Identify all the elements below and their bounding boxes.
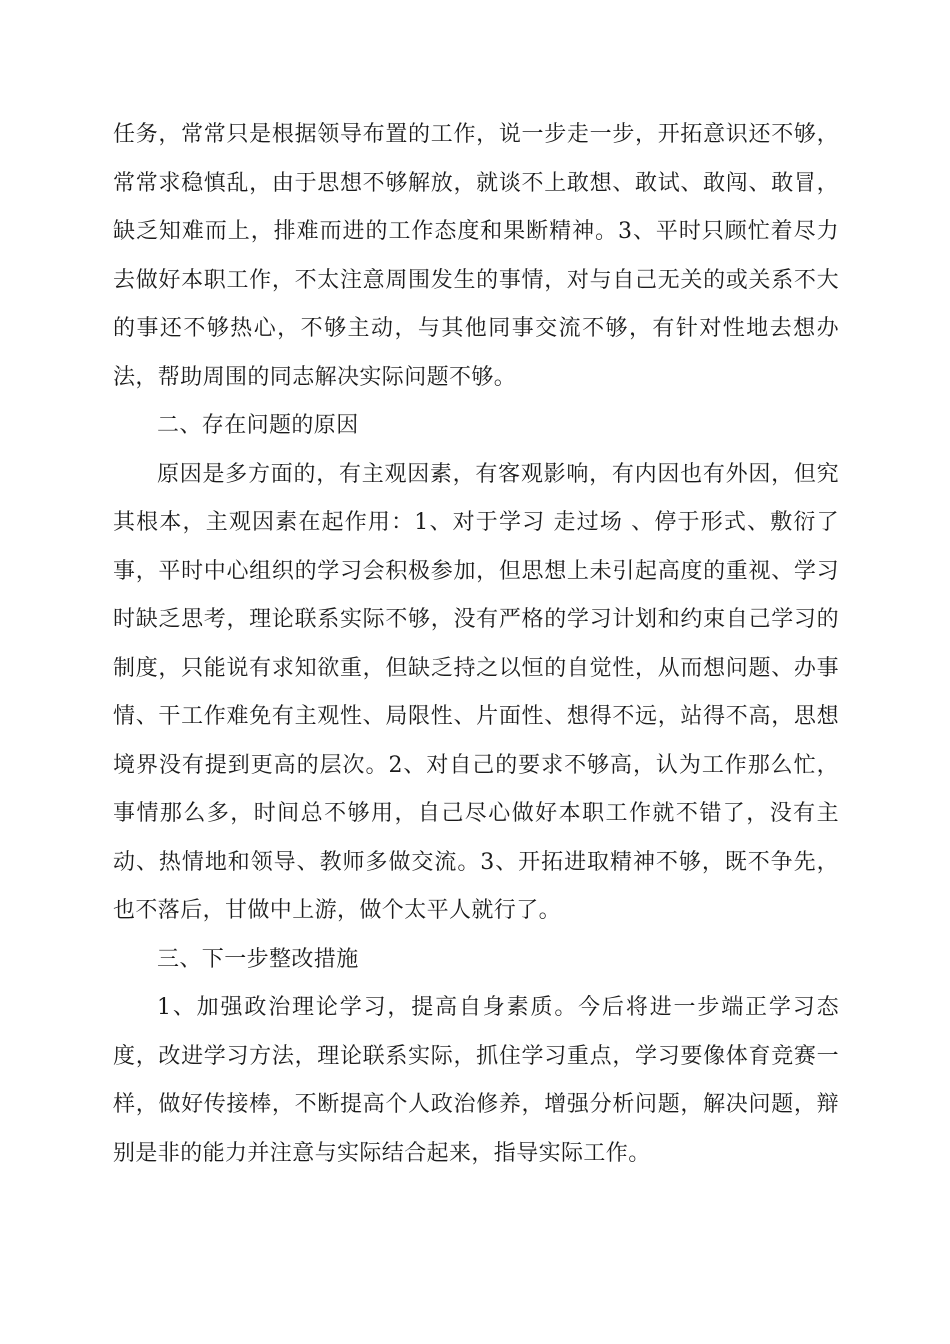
- document-body: [113, 111, 839, 1178]
- paragraph-measure-1: 1、加强政治理论学习，提高自身素质。今后将进一步端正学习态度，改进学习方法，理论联系实际，抓住学习重点，学习要像体育竞赛一样，做好传接棒，不断提高个人政治修养，增强分析问题，解决问题，辩别是非的能力并注意与实际结合起来，指导实际工作。: [113, 995, 839, 1166]
- section-heading-causes: 二、存在问题的原因: [157, 413, 359, 438]
- paragraph-causes: 原因是多方面的，有主观因素，有客观影响，有内因也有外因，但究其根本，主观因素在起作用：1、对于学习 走过场 、停于形式、敷衍了事，平时中心组织的学习会积极参加，但思想上未引起高度的重视、学习时缺乏思考，理论联系实际不够，没有严格的学习计划和约束自己学习的制度，只能说有求知欲重，但缺乏持之以恒的自觉性，从而想问题、办事情、干工作难免有主观性、局限性、片面性、想得不远，站得不高，思想境界没有提到更高的层次。2、对自己的要求不够高，认为工作那么忙，事情那么多，时间总不够用，自己尽心做好本职工作就不错了，没有主动、热情地和领导、教师多做交流。3、开拓进取精神不够，既不争先，也不落后，甘做中上游，做个太平人就行了。: [113, 461, 839, 923]
- section-heading-measures: 三、下一步整改措施: [157, 946, 359, 972]
- paragraph-continuation: 任务，常常只是根据领导布置的工作，说一步走一步，开拓意识还不够，常常求稳慎乱，由于思想不够解放，就谈不上敢想、敢试、敢闯、敢冒，缺乏知难而上，排难而进的工作态度和果断精神。3、平时只顾忙着尽力去做好本职工作，不太注意周围发生的事情，对与自己无关的或关系不大的事还不够热心，不够主动，与其他同事交流不够，有针对性地去想办法，帮助周围的同志解决实际问题不够。: [113, 122, 839, 390]
